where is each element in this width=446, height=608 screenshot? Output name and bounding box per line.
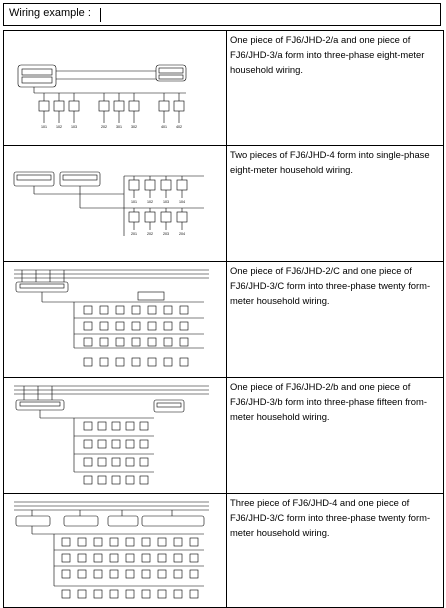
meter-icon xyxy=(190,554,198,562)
meter-icon xyxy=(84,322,92,330)
diagram-1-svg xyxy=(4,31,226,144)
meter-icon xyxy=(140,458,148,466)
meter-icon xyxy=(180,306,188,314)
meter-icon xyxy=(140,422,148,430)
wiring-description-4: One piece of FJ6/JHD-2/b and one piece of FJ6/JHD-3/b form into three-phase fifteen from-meter household wiring. xyxy=(227,378,444,494)
meter-icon xyxy=(142,590,150,598)
meter-icon xyxy=(84,440,92,448)
meter-icon xyxy=(190,570,198,578)
meter-icon xyxy=(148,338,156,346)
meter-icon xyxy=(98,458,106,466)
meter-icon xyxy=(110,554,118,562)
meter-icon xyxy=(148,306,156,314)
meter-label: 302 xyxy=(131,125,137,129)
meter-icon xyxy=(126,590,134,598)
meter-icon xyxy=(180,358,188,366)
meter-label: 202 xyxy=(147,232,153,236)
meter-icon xyxy=(94,590,102,598)
meter-icon xyxy=(174,538,182,546)
wiring-row-1 xyxy=(4,31,444,146)
meter-icon xyxy=(126,476,134,484)
meter-icon xyxy=(94,538,102,546)
meter-icon xyxy=(98,440,106,448)
meter-icon xyxy=(174,590,182,598)
meter-icon xyxy=(142,570,150,578)
wiring-diagram-2 xyxy=(4,146,227,262)
wiring-diagram-5 xyxy=(4,494,227,608)
meter-icon xyxy=(78,538,86,546)
meter-icon xyxy=(174,570,182,578)
meter-icon xyxy=(84,476,92,484)
meter-icon xyxy=(94,570,102,578)
meter-icon xyxy=(112,458,120,466)
meter-icon xyxy=(112,422,120,430)
text-cursor xyxy=(100,8,101,22)
meter-icon xyxy=(110,538,118,546)
wiring-diagram-3 xyxy=(4,262,227,378)
meter-icon xyxy=(100,322,108,330)
meter-icon xyxy=(132,338,140,346)
meter-icon xyxy=(190,538,198,546)
meter-label: 101 xyxy=(131,200,137,204)
meter-icon xyxy=(110,590,118,598)
meter-icon xyxy=(164,322,172,330)
meter-icon xyxy=(84,358,92,366)
meter-icon xyxy=(158,538,166,546)
meter-label: 101 xyxy=(41,125,47,129)
meter-icon xyxy=(158,570,166,578)
wiring-description-2: Two pieces of FJ6/JHD-4 form into single-phase eight-meter household wiring. xyxy=(227,146,444,262)
diagram-5-svg xyxy=(4,494,226,606)
meter-icon xyxy=(84,458,92,466)
meter-icon xyxy=(62,590,70,598)
meter-label: 201 xyxy=(131,232,137,236)
meter-icon xyxy=(158,554,166,562)
meter-icon xyxy=(164,306,172,314)
meter-icon xyxy=(62,538,70,546)
meter-icon xyxy=(158,590,166,598)
meter-icon xyxy=(100,306,108,314)
diagram-2-svg xyxy=(4,146,226,260)
meter-icon xyxy=(84,422,92,430)
meter-label: 203 xyxy=(163,232,169,236)
meter-icon xyxy=(116,322,124,330)
meter-icon xyxy=(126,570,134,578)
meter-icon xyxy=(180,338,188,346)
meter-icon xyxy=(174,554,182,562)
meter-icon xyxy=(78,554,86,562)
wiring-example-heading xyxy=(3,3,441,26)
meter-icon xyxy=(100,338,108,346)
meter-label: 102 xyxy=(56,125,62,129)
meter-icon xyxy=(142,554,150,562)
wiring-diagram-4 xyxy=(4,378,227,494)
meter-icon xyxy=(132,322,140,330)
meter-icon xyxy=(84,338,92,346)
wiring-table xyxy=(3,30,444,608)
meter-label: 103 xyxy=(163,200,169,204)
wiring-row-3 xyxy=(4,262,444,378)
meter-icon xyxy=(148,322,156,330)
meter-icon xyxy=(98,422,106,430)
meter-icon xyxy=(94,554,102,562)
meter-label: 102 xyxy=(147,200,153,204)
meter-icon xyxy=(84,306,92,314)
meter-icon xyxy=(140,476,148,484)
meter-icon xyxy=(126,554,134,562)
heading-text: Wiring example : xyxy=(9,7,91,19)
meter-icon xyxy=(116,358,124,366)
meter-icon xyxy=(98,476,106,484)
wiring-description-3: One piece of FJ6/JHD-2/C and one piece of FJ6/JHD-3/C form into three-phase twenty form-meter household wiring. xyxy=(227,262,444,378)
wiring-description-5: Three piece of FJ6/JHD-4 and one piece of FJ6/JHD-3/C form into three-phase twenty form-meter household wiring. xyxy=(227,494,444,608)
meter-icon xyxy=(110,570,118,578)
meter-icon xyxy=(164,338,172,346)
meter-label: 202 xyxy=(101,125,107,129)
meter-label: 104 xyxy=(179,200,185,204)
meter-icon xyxy=(112,476,120,484)
meter-icon xyxy=(62,554,70,562)
wiring-row-5 xyxy=(4,494,444,608)
meter-icon xyxy=(116,306,124,314)
meter-icon xyxy=(140,440,148,448)
meter-icon xyxy=(112,440,120,448)
meter-icon xyxy=(126,538,134,546)
meter-label: 103 xyxy=(71,125,77,129)
meter-icon xyxy=(78,570,86,578)
meter-label: 301 xyxy=(116,125,122,129)
meter-icon xyxy=(164,358,172,366)
wiring-description-1: One piece of FJ6/JHD-2/a and one piece of FJ6/JHD-3/a form into three-phase eight-meter household wiring. xyxy=(227,31,444,146)
meter-label: 401 xyxy=(161,125,167,129)
diagram-3-svg xyxy=(4,262,226,376)
meter-icon xyxy=(126,458,134,466)
meter-icon xyxy=(190,590,198,598)
meter-icon xyxy=(126,422,134,430)
meter-icon xyxy=(62,570,70,578)
wiring-row-2 xyxy=(4,146,444,262)
meter-icon xyxy=(132,358,140,366)
wiring-diagram-1 xyxy=(4,31,227,146)
meter-icon xyxy=(78,590,86,598)
meter-icon xyxy=(148,358,156,366)
meter-icon xyxy=(180,322,188,330)
meter-icon xyxy=(116,338,124,346)
meter-label: 402 xyxy=(176,125,182,129)
meter-label: 204 xyxy=(179,232,185,236)
meter-icon xyxy=(132,306,140,314)
wiring-row-4 xyxy=(4,378,444,494)
meter-icon xyxy=(142,538,150,546)
diagram-4-svg xyxy=(4,378,226,492)
meter-icon xyxy=(126,440,134,448)
meter-icon xyxy=(100,358,108,366)
